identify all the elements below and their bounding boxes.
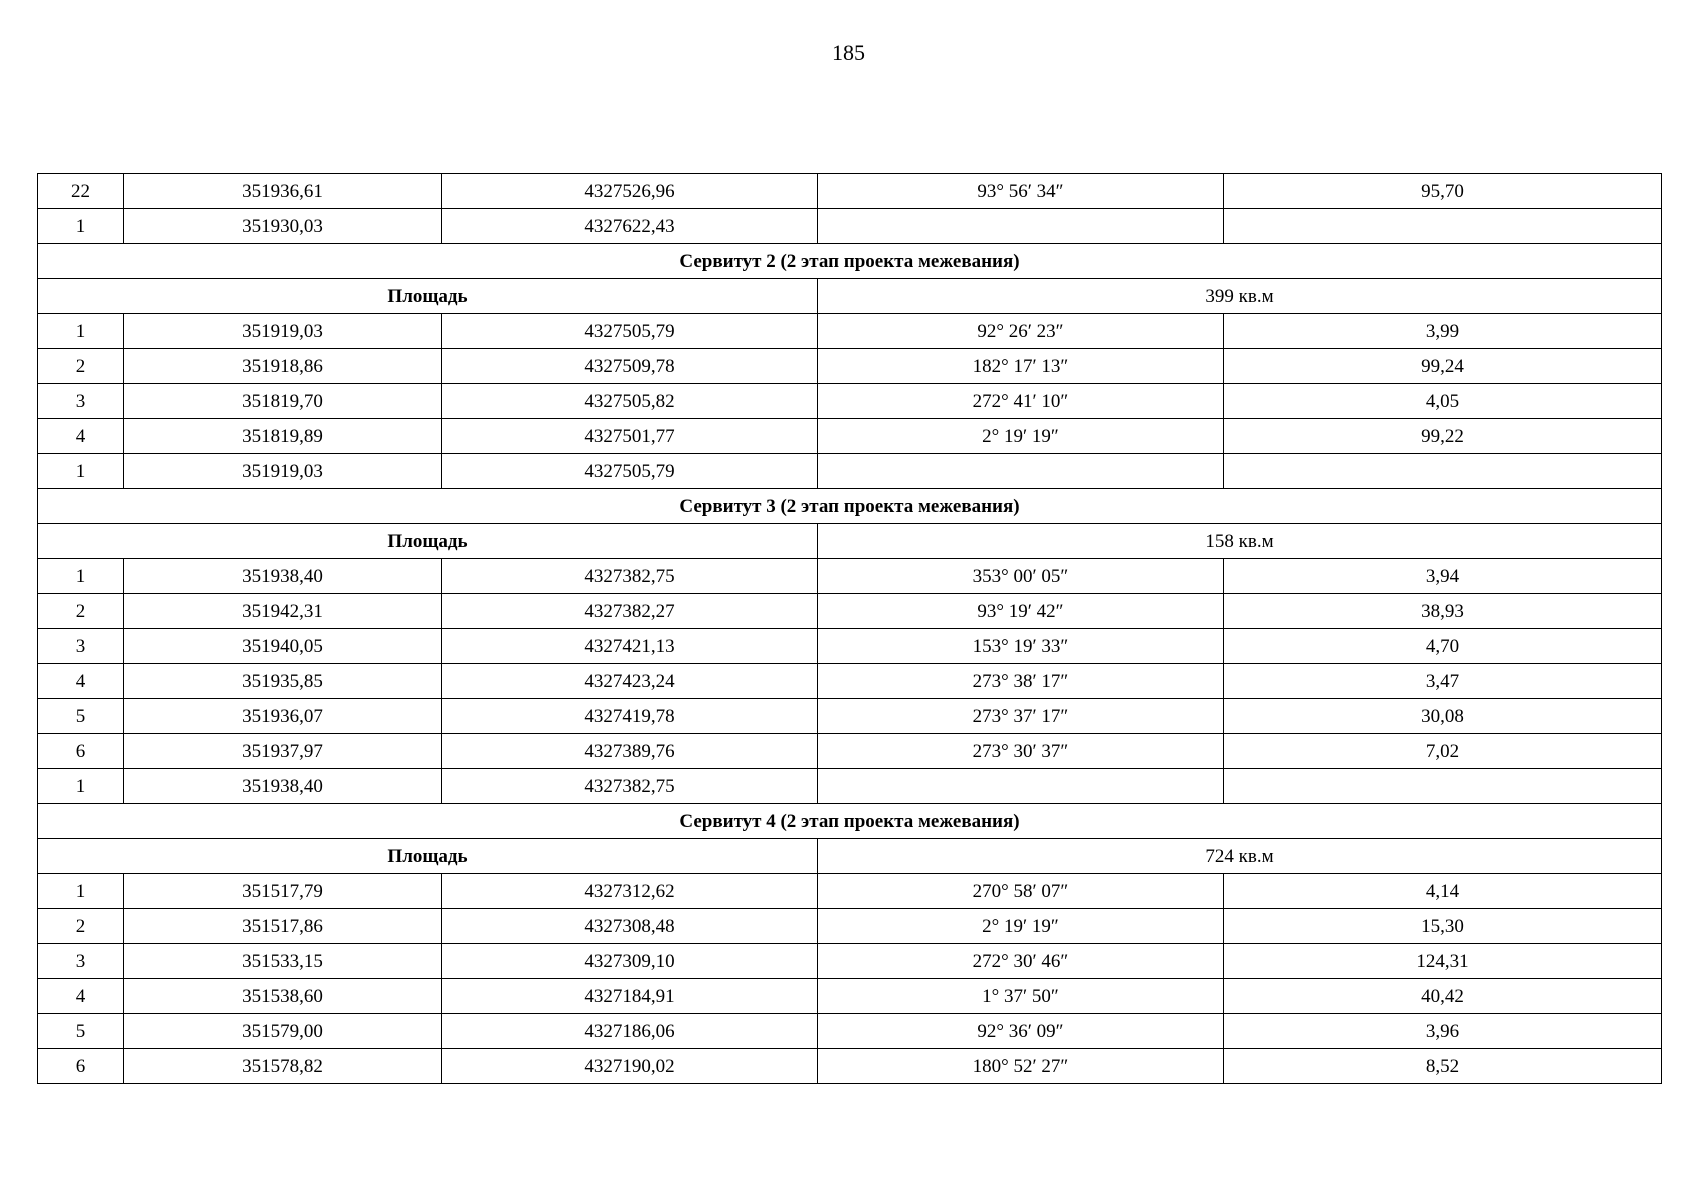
table-row	[38, 209, 1662, 244]
point-number-cell: 4	[38, 979, 124, 1014]
x-coordinate-cell: 351579,00	[124, 1014, 442, 1049]
x-coordinate-cell: 351819,89	[124, 419, 442, 454]
direction-angle-cell: 93° 56′ 34″	[818, 174, 1224, 209]
table-row	[38, 944, 1662, 979]
area-row	[38, 279, 1662, 314]
x-coordinate-cell: 351919,03	[124, 454, 442, 489]
direction-angle-cell: 92° 26′ 23″	[818, 314, 1224, 349]
y-coordinate-cell: 4327382,75	[442, 769, 818, 804]
table-row	[38, 699, 1662, 734]
direction-angle-cell: 180° 52′ 27″	[818, 1049, 1224, 1084]
area-label: Площадь	[38, 524, 818, 559]
length-cell: 30,08	[1224, 699, 1662, 734]
length-cell: 7,02	[1224, 734, 1662, 769]
y-coordinate-cell: 4327505,82	[442, 384, 818, 419]
y-coordinate-cell: 4327186,06	[442, 1014, 818, 1049]
length-cell: 3,47	[1224, 664, 1662, 699]
table-row	[38, 629, 1662, 664]
table-row	[38, 349, 1662, 384]
y-coordinate-cell: 4327421,13	[442, 629, 818, 664]
point-number-cell: 6	[38, 1049, 124, 1084]
point-number-cell: 1	[38, 209, 124, 244]
point-number-cell: 6	[38, 734, 124, 769]
point-number-cell: 3	[38, 384, 124, 419]
direction-angle-cell: 273° 38′ 17″	[818, 664, 1224, 699]
direction-angle-cell: 2° 19′ 19″	[818, 909, 1224, 944]
length-cell	[1224, 209, 1662, 244]
y-coordinate-cell: 4327309,10	[442, 944, 818, 979]
x-coordinate-cell: 351942,31	[124, 594, 442, 629]
table-row	[38, 734, 1662, 769]
section-header-row	[38, 244, 1662, 279]
table-row	[38, 979, 1662, 1014]
y-coordinate-cell: 4327423,24	[442, 664, 818, 699]
point-number-cell: 1	[38, 874, 124, 909]
x-coordinate-cell: 351936,61	[124, 174, 442, 209]
direction-angle-cell: 93° 19′ 42″	[818, 594, 1224, 629]
direction-angle-cell: 92° 36′ 09″	[818, 1014, 1224, 1049]
y-coordinate-cell: 4327419,78	[442, 699, 818, 734]
x-coordinate-cell: 351938,40	[124, 769, 442, 804]
length-cell	[1224, 769, 1662, 804]
coordinates-table-body	[38, 174, 1662, 1084]
length-cell: 3,96	[1224, 1014, 1662, 1049]
x-coordinate-cell: 351578,82	[124, 1049, 442, 1084]
length-cell: 99,22	[1224, 419, 1662, 454]
direction-angle-cell: 1° 37′ 50″	[818, 979, 1224, 1014]
x-coordinate-cell: 351533,15	[124, 944, 442, 979]
table-row	[38, 314, 1662, 349]
length-cell: 40,42	[1224, 979, 1662, 1014]
section-header-row	[38, 489, 1662, 524]
length-cell: 4,05	[1224, 384, 1662, 419]
x-coordinate-cell: 351940,05	[124, 629, 442, 664]
table-row	[38, 1049, 1662, 1084]
table-row	[38, 594, 1662, 629]
y-coordinate-cell: 4327382,27	[442, 594, 818, 629]
y-coordinate-cell: 4327505,79	[442, 454, 818, 489]
y-coordinate-cell: 4327501,77	[442, 419, 818, 454]
point-number-cell: 5	[38, 699, 124, 734]
length-cell: 3,94	[1224, 559, 1662, 594]
x-coordinate-cell: 351919,03	[124, 314, 442, 349]
point-number-cell: 5	[38, 1014, 124, 1049]
length-cell: 95,70	[1224, 174, 1662, 209]
direction-angle-cell	[818, 769, 1224, 804]
point-number-cell: 3	[38, 944, 124, 979]
x-coordinate-cell: 351935,85	[124, 664, 442, 699]
area-value: 158 кв.м	[818, 524, 1662, 559]
x-coordinate-cell: 351538,60	[124, 979, 442, 1014]
point-number-cell: 1	[38, 454, 124, 489]
table-row	[38, 664, 1662, 699]
page-number: 185	[832, 40, 865, 65]
length-cell: 4,70	[1224, 629, 1662, 664]
point-number-cell: 1	[38, 769, 124, 804]
point-number-cell: 2	[38, 349, 124, 384]
length-cell: 38,93	[1224, 594, 1662, 629]
length-cell: 124,31	[1224, 944, 1662, 979]
area-row	[38, 839, 1662, 874]
length-cell: 15,30	[1224, 909, 1662, 944]
table-row	[38, 1014, 1662, 1049]
x-coordinate-cell: 351918,86	[124, 349, 442, 384]
direction-angle-cell: 272° 41′ 10″	[818, 384, 1224, 419]
area-label: Площадь	[38, 839, 818, 874]
table-row	[38, 454, 1662, 489]
x-coordinate-cell: 351937,97	[124, 734, 442, 769]
direction-angle-cell: 272° 30′ 46″	[818, 944, 1224, 979]
point-number-cell: 22	[38, 174, 124, 209]
table-row	[38, 559, 1662, 594]
point-number-cell: 1	[38, 559, 124, 594]
y-coordinate-cell: 4327389,76	[442, 734, 818, 769]
y-coordinate-cell: 4327509,78	[442, 349, 818, 384]
y-coordinate-cell: 4327184,91	[442, 979, 818, 1014]
y-coordinate-cell: 4327505,79	[442, 314, 818, 349]
x-coordinate-cell: 351936,07	[124, 699, 442, 734]
length-cell: 8,52	[1224, 1049, 1662, 1084]
y-coordinate-cell: 4327382,75	[442, 559, 818, 594]
direction-angle-cell: 273° 30′ 37″	[818, 734, 1224, 769]
table-row	[38, 909, 1662, 944]
direction-angle-cell: 353° 00′ 05″	[818, 559, 1224, 594]
x-coordinate-cell: 351819,70	[124, 384, 442, 419]
length-cell: 99,24	[1224, 349, 1662, 384]
y-coordinate-cell: 4327622,43	[442, 209, 818, 244]
section-title: Сервитут 2 (2 этап проекта межевания)	[38, 244, 1662, 279]
direction-angle-cell: 182° 17′ 13″	[818, 349, 1224, 384]
direction-angle-cell: 273° 37′ 17″	[818, 699, 1224, 734]
point-number-cell: 1	[38, 314, 124, 349]
x-coordinate-cell: 351517,79	[124, 874, 442, 909]
area-row	[38, 524, 1662, 559]
table-row	[38, 874, 1662, 909]
point-number-cell: 2	[38, 594, 124, 629]
section-title: Сервитут 4 (2 этап проекта межевания)	[38, 804, 1662, 839]
area-value: 724 кв.м	[818, 839, 1662, 874]
point-number-cell: 2	[38, 909, 124, 944]
direction-angle-cell: 153° 19′ 33″	[818, 629, 1224, 664]
length-cell: 3,99	[1224, 314, 1662, 349]
point-number-cell: 4	[38, 664, 124, 699]
direction-angle-cell	[818, 209, 1224, 244]
direction-angle-cell: 270° 58′ 07″	[818, 874, 1224, 909]
area-value: 399 кв.м	[818, 279, 1662, 314]
area-label: Площадь	[38, 279, 818, 314]
x-coordinate-cell: 351517,86	[124, 909, 442, 944]
length-cell: 4,14	[1224, 874, 1662, 909]
table-row	[38, 174, 1662, 209]
table-row	[38, 419, 1662, 454]
section-title: Сервитут 3 (2 этап проекта межевания)	[38, 489, 1662, 524]
x-coordinate-cell: 351938,40	[124, 559, 442, 594]
coordinates-table	[37, 173, 1662, 1084]
x-coordinate-cell: 351930,03	[124, 209, 442, 244]
y-coordinate-cell: 4327526,96	[442, 174, 818, 209]
length-cell	[1224, 454, 1662, 489]
direction-angle-cell	[818, 454, 1224, 489]
table-row	[38, 384, 1662, 419]
table-row	[38, 769, 1662, 804]
point-number-cell: 4	[38, 419, 124, 454]
y-coordinate-cell: 4327190,02	[442, 1049, 818, 1084]
point-number-cell: 3	[38, 629, 124, 664]
y-coordinate-cell: 4327312,62	[442, 874, 818, 909]
section-header-row	[38, 804, 1662, 839]
y-coordinate-cell: 4327308,48	[442, 909, 818, 944]
direction-angle-cell: 2° 19′ 19″	[818, 419, 1224, 454]
